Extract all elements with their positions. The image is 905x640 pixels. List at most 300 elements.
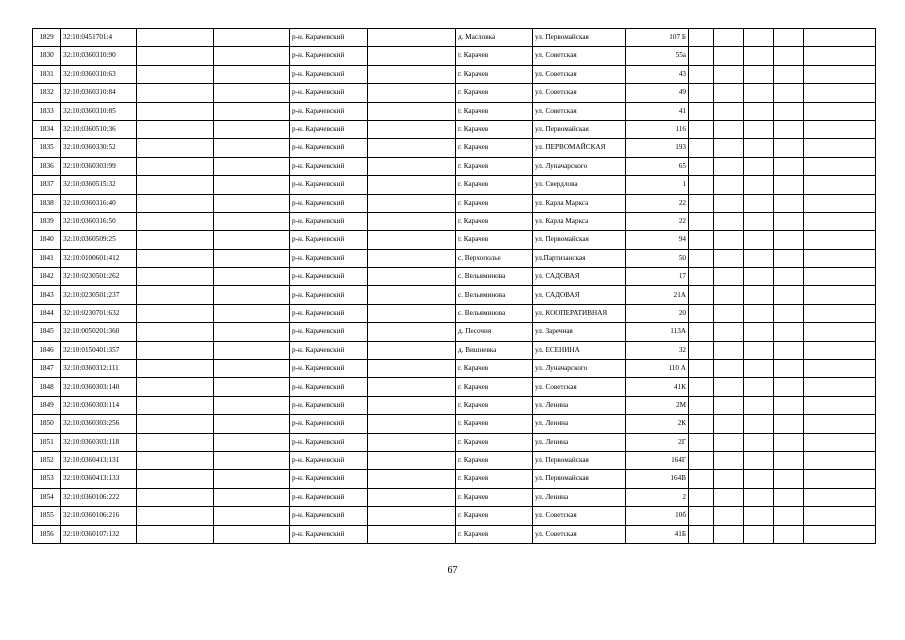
table-row bbox=[33, 29, 876, 47]
locality-cell: г. Карачев bbox=[456, 157, 533, 175]
empty-cell bbox=[804, 451, 876, 469]
empty-cell bbox=[368, 433, 456, 451]
empty-cell bbox=[774, 212, 804, 230]
empty-cell bbox=[714, 415, 744, 433]
row-number-cell: 1838 bbox=[33, 194, 61, 212]
row-number-cell: 1834 bbox=[33, 120, 61, 138]
street-cell: ул. Луначарского bbox=[533, 157, 626, 175]
empty-cell bbox=[689, 360, 714, 378]
empty-cell bbox=[714, 433, 744, 451]
empty-cell bbox=[689, 415, 714, 433]
district-cell: р-н. Карачевский bbox=[290, 396, 368, 414]
house-number-cell: 49 bbox=[626, 84, 689, 102]
empty-cell bbox=[744, 378, 774, 396]
street-cell: ул. Советская bbox=[533, 507, 626, 525]
empty-cell bbox=[744, 323, 774, 341]
empty-cell bbox=[714, 65, 744, 83]
district-cell: р-н. Карачевский bbox=[290, 139, 368, 157]
empty-cell bbox=[774, 378, 804, 396]
row-number-cell: 1849 bbox=[33, 396, 61, 414]
empty-cell bbox=[368, 415, 456, 433]
empty-cell bbox=[744, 507, 774, 525]
empty-cell bbox=[774, 488, 804, 506]
empty-cell bbox=[368, 157, 456, 175]
empty-cell bbox=[214, 84, 290, 102]
empty-cell bbox=[744, 525, 774, 543]
cadastral-number-cell: 32:10:0150401:357 bbox=[61, 341, 137, 359]
district-cell: р-н. Карачевский bbox=[290, 304, 368, 322]
cadastral-number-cell: 32:10:0360509:25 bbox=[61, 231, 137, 249]
table-row bbox=[33, 470, 876, 488]
empty-cell bbox=[214, 415, 290, 433]
empty-cell bbox=[714, 194, 744, 212]
empty-cell bbox=[774, 139, 804, 157]
empty-cell bbox=[214, 47, 290, 65]
house-number-cell: 32 bbox=[626, 341, 689, 359]
empty-cell bbox=[689, 102, 714, 120]
empty-cell bbox=[804, 231, 876, 249]
empty-cell bbox=[744, 304, 774, 322]
cadastral-number-cell: 32:10:0360413:131 bbox=[61, 451, 137, 469]
empty-cell bbox=[774, 29, 804, 47]
empty-cell bbox=[689, 470, 714, 488]
house-number-cell: 107 Б bbox=[626, 29, 689, 47]
table-row bbox=[33, 488, 876, 506]
empty-cell bbox=[744, 47, 774, 65]
empty-cell bbox=[774, 304, 804, 322]
empty-cell bbox=[689, 139, 714, 157]
empty-cell bbox=[368, 120, 456, 138]
table-row bbox=[33, 433, 876, 451]
street-cell: ул. САДОВАЯ bbox=[533, 286, 626, 304]
empty-cell bbox=[774, 102, 804, 120]
empty-cell bbox=[689, 525, 714, 543]
empty-cell bbox=[137, 139, 214, 157]
empty-cell bbox=[774, 249, 804, 267]
empty-cell bbox=[774, 120, 804, 138]
table-row bbox=[33, 47, 876, 65]
empty-cell bbox=[368, 194, 456, 212]
row-number-cell: 1846 bbox=[33, 341, 61, 359]
empty-cell bbox=[368, 323, 456, 341]
street-cell: ул. Ленина bbox=[533, 488, 626, 506]
empty-cell bbox=[689, 286, 714, 304]
table-row bbox=[33, 157, 876, 175]
empty-cell bbox=[804, 194, 876, 212]
empty-cell bbox=[368, 286, 456, 304]
cadastral-number-cell: 32:10:0360510:36 bbox=[61, 120, 137, 138]
locality-cell: г. Карачев bbox=[456, 488, 533, 506]
empty-cell bbox=[214, 29, 290, 47]
empty-cell bbox=[689, 433, 714, 451]
empty-cell bbox=[368, 304, 456, 322]
empty-cell bbox=[774, 47, 804, 65]
street-cell: ул. Первомайская bbox=[533, 120, 626, 138]
empty-cell bbox=[368, 360, 456, 378]
locality-cell: г. Карачев bbox=[456, 102, 533, 120]
table-row bbox=[33, 323, 876, 341]
table-row bbox=[33, 304, 876, 322]
row-number-cell: 1841 bbox=[33, 249, 61, 267]
empty-cell bbox=[744, 433, 774, 451]
empty-cell bbox=[368, 341, 456, 359]
locality-cell: г. Карачев bbox=[456, 194, 533, 212]
empty-cell bbox=[214, 378, 290, 396]
street-cell: ул. КООПЕРАТИВНАЯ bbox=[533, 304, 626, 322]
empty-cell bbox=[804, 360, 876, 378]
empty-cell bbox=[804, 396, 876, 414]
cadastral-number-cell: 32:10:0050201:360 bbox=[61, 323, 137, 341]
street-cell: ул. ЕСЕНИНА bbox=[533, 341, 626, 359]
locality-cell: с. Вельяминова bbox=[456, 286, 533, 304]
empty-cell bbox=[714, 396, 744, 414]
locality-cell: г. Карачев bbox=[456, 139, 533, 157]
table-row bbox=[33, 415, 876, 433]
district-cell: р-н. Карачевский bbox=[290, 488, 368, 506]
empty-cell bbox=[137, 212, 214, 230]
district-cell: р-н. Карачевский bbox=[290, 360, 368, 378]
empty-cell bbox=[689, 29, 714, 47]
empty-cell bbox=[137, 433, 214, 451]
empty-cell bbox=[368, 470, 456, 488]
house-number-cell: 2М bbox=[626, 396, 689, 414]
empty-cell bbox=[744, 415, 774, 433]
table-row bbox=[33, 176, 876, 194]
empty-cell bbox=[214, 304, 290, 322]
empty-cell bbox=[714, 47, 744, 65]
locality-cell: г. Карачев bbox=[456, 84, 533, 102]
empty-cell bbox=[137, 120, 214, 138]
empty-cell bbox=[214, 120, 290, 138]
empty-cell bbox=[744, 286, 774, 304]
empty-cell bbox=[804, 249, 876, 267]
empty-cell bbox=[214, 507, 290, 525]
empty-cell bbox=[774, 176, 804, 194]
empty-cell bbox=[774, 360, 804, 378]
cadastral-number-cell: 32:10:0360303:118 bbox=[61, 433, 137, 451]
empty-cell bbox=[368, 451, 456, 469]
empty-cell bbox=[368, 396, 456, 414]
row-number-cell: 1842 bbox=[33, 268, 61, 286]
empty-cell bbox=[137, 415, 214, 433]
street-cell: ул. Советская bbox=[533, 65, 626, 83]
empty-cell bbox=[137, 488, 214, 506]
row-number-cell: 1837 bbox=[33, 176, 61, 194]
street-cell: ул. Советская bbox=[533, 378, 626, 396]
empty-cell bbox=[744, 268, 774, 286]
empty-cell bbox=[804, 139, 876, 157]
empty-cell bbox=[774, 84, 804, 102]
empty-cell bbox=[774, 433, 804, 451]
table-row bbox=[33, 507, 876, 525]
empty-cell bbox=[214, 360, 290, 378]
row-number-cell: 1853 bbox=[33, 470, 61, 488]
district-cell: р-н. Карачевский bbox=[290, 47, 368, 65]
locality-cell: г. Карачев bbox=[456, 65, 533, 83]
cadastral-number-cell: 32:10:0100601:412 bbox=[61, 249, 137, 267]
locality-cell: г. Карачев bbox=[456, 415, 533, 433]
empty-cell bbox=[714, 341, 744, 359]
house-number-cell: 22 bbox=[626, 212, 689, 230]
district-cell: р-н. Карачевский bbox=[290, 451, 368, 469]
empty-cell bbox=[689, 176, 714, 194]
empty-cell bbox=[689, 212, 714, 230]
empty-cell bbox=[214, 433, 290, 451]
empty-cell bbox=[689, 65, 714, 83]
empty-cell bbox=[689, 194, 714, 212]
cadastral-number-cell: 32:10:0360515:32 bbox=[61, 176, 137, 194]
table-row bbox=[33, 120, 876, 138]
empty-cell bbox=[214, 194, 290, 212]
district-cell: р-н. Карачевский bbox=[290, 470, 368, 488]
empty-cell bbox=[804, 323, 876, 341]
empty-cell bbox=[744, 194, 774, 212]
house-number-cell: 65 bbox=[626, 157, 689, 175]
cadastral-number-cell: 32:10:0360303:99 bbox=[61, 157, 137, 175]
table-row bbox=[33, 249, 876, 267]
empty-cell bbox=[137, 231, 214, 249]
empty-cell bbox=[689, 341, 714, 359]
house-number-cell: 20 bbox=[626, 304, 689, 322]
empty-cell bbox=[774, 470, 804, 488]
empty-cell bbox=[744, 65, 774, 83]
house-number-cell: 43 bbox=[626, 65, 689, 83]
empty-cell bbox=[804, 378, 876, 396]
cadastral-number-cell: 32:10:0360303:114 bbox=[61, 396, 137, 414]
empty-cell bbox=[774, 65, 804, 83]
empty-cell bbox=[774, 286, 804, 304]
empty-cell bbox=[214, 157, 290, 175]
house-number-cell: 164Г bbox=[626, 451, 689, 469]
row-number-cell: 1843 bbox=[33, 286, 61, 304]
empty-cell bbox=[714, 304, 744, 322]
empty-cell bbox=[214, 231, 290, 249]
district-cell: р-н. Карачевский bbox=[290, 102, 368, 120]
row-number-cell: 1836 bbox=[33, 157, 61, 175]
empty-cell bbox=[689, 157, 714, 175]
locality-cell: г. Карачев bbox=[456, 396, 533, 414]
table-row bbox=[33, 525, 876, 543]
row-number-cell: 1839 bbox=[33, 212, 61, 230]
locality-cell: г. Карачев bbox=[456, 360, 533, 378]
empty-cell bbox=[774, 323, 804, 341]
empty-cell bbox=[214, 65, 290, 83]
street-cell: ул. Карла Маркса bbox=[533, 212, 626, 230]
empty-cell bbox=[804, 286, 876, 304]
empty-cell bbox=[744, 341, 774, 359]
street-cell: ул. Советская bbox=[533, 525, 626, 543]
locality-cell: г. Карачев bbox=[456, 120, 533, 138]
empty-cell bbox=[137, 304, 214, 322]
empty-cell bbox=[744, 231, 774, 249]
district-cell: р-н. Карачевский bbox=[290, 194, 368, 212]
empty-cell bbox=[744, 249, 774, 267]
street-cell: ул. Советская bbox=[533, 47, 626, 65]
empty-cell bbox=[714, 157, 744, 175]
house-number-cell: 41 bbox=[626, 102, 689, 120]
house-number-cell: 116 bbox=[626, 120, 689, 138]
house-number-cell: 1 bbox=[626, 176, 689, 194]
row-number-cell: 1840 bbox=[33, 231, 61, 249]
empty-cell bbox=[137, 102, 214, 120]
row-number-cell: 1850 bbox=[33, 415, 61, 433]
table-row bbox=[33, 212, 876, 230]
empty-cell bbox=[689, 84, 714, 102]
house-number-cell: 50 bbox=[626, 249, 689, 267]
empty-cell bbox=[714, 378, 744, 396]
street-cell: ул. Карла Маркса bbox=[533, 194, 626, 212]
empty-cell bbox=[744, 396, 774, 414]
empty-cell bbox=[214, 176, 290, 194]
locality-cell: с. Верхополье bbox=[456, 249, 533, 267]
district-cell: р-н. Карачевский bbox=[290, 249, 368, 267]
locality-cell: с. Вельяминова bbox=[456, 304, 533, 322]
empty-cell bbox=[744, 451, 774, 469]
empty-cell bbox=[804, 176, 876, 194]
district-cell: р-н. Карачевский bbox=[290, 378, 368, 396]
district-cell: р-н. Карачевский bbox=[290, 268, 368, 286]
empty-cell bbox=[804, 525, 876, 543]
street-cell: ул. Первомайская bbox=[533, 29, 626, 47]
empty-cell bbox=[137, 525, 214, 543]
table-row bbox=[33, 139, 876, 157]
cadastral-number-cell: 32:10:0360106:216 bbox=[61, 507, 137, 525]
locality-cell: г. Карачев bbox=[456, 525, 533, 543]
row-number-cell: 1848 bbox=[33, 378, 61, 396]
empty-cell bbox=[744, 488, 774, 506]
empty-cell bbox=[714, 139, 744, 157]
house-number-cell: 22 bbox=[626, 194, 689, 212]
empty-cell bbox=[744, 139, 774, 157]
empty-cell bbox=[214, 396, 290, 414]
empty-cell bbox=[774, 451, 804, 469]
street-cell: ул. Советская bbox=[533, 84, 626, 102]
empty-cell bbox=[137, 378, 214, 396]
cadastral-number-cell: 32:10:0360310:85 bbox=[61, 102, 137, 120]
empty-cell bbox=[689, 47, 714, 65]
cadastral-number-cell: 32:10:0360106:222 bbox=[61, 488, 137, 506]
empty-cell bbox=[214, 212, 290, 230]
empty-cell bbox=[804, 488, 876, 506]
empty-cell bbox=[214, 323, 290, 341]
locality-cell: г. Карачев bbox=[456, 433, 533, 451]
empty-cell bbox=[368, 268, 456, 286]
empty-cell bbox=[137, 268, 214, 286]
empty-cell bbox=[774, 507, 804, 525]
registry-table bbox=[32, 28, 876, 544]
empty-cell bbox=[368, 378, 456, 396]
district-cell: р-н. Карачевский bbox=[290, 176, 368, 194]
table-row bbox=[33, 286, 876, 304]
empty-cell bbox=[774, 157, 804, 175]
empty-cell bbox=[804, 470, 876, 488]
empty-cell bbox=[368, 249, 456, 267]
house-number-cell: 2Г bbox=[626, 433, 689, 451]
empty-cell bbox=[804, 341, 876, 359]
empty-cell bbox=[689, 120, 714, 138]
street-cell: ул. ПЕРВОМАЙСКАЯ bbox=[533, 139, 626, 157]
table-body bbox=[33, 29, 876, 544]
locality-cell: д. Песочня bbox=[456, 323, 533, 341]
table-row bbox=[33, 341, 876, 359]
street-cell: ул.Партизанская bbox=[533, 249, 626, 267]
empty-cell bbox=[714, 488, 744, 506]
empty-cell bbox=[744, 29, 774, 47]
house-number-cell: 55а bbox=[626, 47, 689, 65]
empty-cell bbox=[689, 304, 714, 322]
street-cell: ул. Ленина bbox=[533, 396, 626, 414]
empty-cell bbox=[804, 120, 876, 138]
empty-cell bbox=[744, 176, 774, 194]
district-cell: р-н. Карачевский bbox=[290, 84, 368, 102]
district-cell: р-н. Карачевский bbox=[290, 231, 368, 249]
empty-cell bbox=[368, 176, 456, 194]
street-cell: ул. Ленина bbox=[533, 433, 626, 451]
empty-cell bbox=[714, 323, 744, 341]
empty-cell bbox=[689, 451, 714, 469]
street-cell: ул. САДОВАЯ bbox=[533, 268, 626, 286]
district-cell: р-н. Карачевский bbox=[290, 157, 368, 175]
empty-cell bbox=[714, 470, 744, 488]
empty-cell bbox=[214, 102, 290, 120]
cadastral-number-cell: 32:10:0230501:237 bbox=[61, 286, 137, 304]
empty-cell bbox=[214, 341, 290, 359]
empty-cell bbox=[689, 268, 714, 286]
empty-cell bbox=[689, 323, 714, 341]
empty-cell bbox=[689, 396, 714, 414]
empty-cell bbox=[714, 507, 744, 525]
empty-cell bbox=[368, 525, 456, 543]
district-cell: р-н. Карачевский bbox=[290, 323, 368, 341]
locality-cell: г. Карачев bbox=[456, 470, 533, 488]
empty-cell bbox=[137, 286, 214, 304]
house-number-cell: 41К bbox=[626, 378, 689, 396]
empty-cell bbox=[804, 304, 876, 322]
locality-cell: г. Карачев bbox=[456, 451, 533, 469]
empty-cell bbox=[714, 102, 744, 120]
row-number-cell: 1852 bbox=[33, 451, 61, 469]
empty-cell bbox=[137, 157, 214, 175]
table-row bbox=[33, 268, 876, 286]
cadastral-number-cell: 32:10:0360310:63 bbox=[61, 65, 137, 83]
locality-cell: с. Вельяминова bbox=[456, 268, 533, 286]
empty-cell bbox=[774, 525, 804, 543]
cadastral-number-cell: 32:10:0360310:90 bbox=[61, 47, 137, 65]
house-number-cell: 2К bbox=[626, 415, 689, 433]
empty-cell bbox=[137, 194, 214, 212]
row-number-cell: 1851 bbox=[33, 433, 61, 451]
table-row bbox=[33, 84, 876, 102]
empty-cell bbox=[137, 507, 214, 525]
empty-cell bbox=[714, 84, 744, 102]
empty-cell bbox=[804, 102, 876, 120]
empty-cell bbox=[137, 65, 214, 83]
empty-cell bbox=[368, 212, 456, 230]
empty-cell bbox=[368, 139, 456, 157]
empty-cell bbox=[137, 176, 214, 194]
locality-cell: г. Карачев bbox=[456, 231, 533, 249]
district-cell: р-н. Карачевский bbox=[290, 507, 368, 525]
table-row bbox=[33, 231, 876, 249]
street-cell: ул. Первомайская bbox=[533, 231, 626, 249]
empty-cell bbox=[368, 84, 456, 102]
row-number-cell: 1832 bbox=[33, 84, 61, 102]
empty-cell bbox=[744, 120, 774, 138]
empty-cell bbox=[804, 268, 876, 286]
empty-cell bbox=[137, 29, 214, 47]
house-number-cell: 164В bbox=[626, 470, 689, 488]
empty-cell bbox=[368, 488, 456, 506]
